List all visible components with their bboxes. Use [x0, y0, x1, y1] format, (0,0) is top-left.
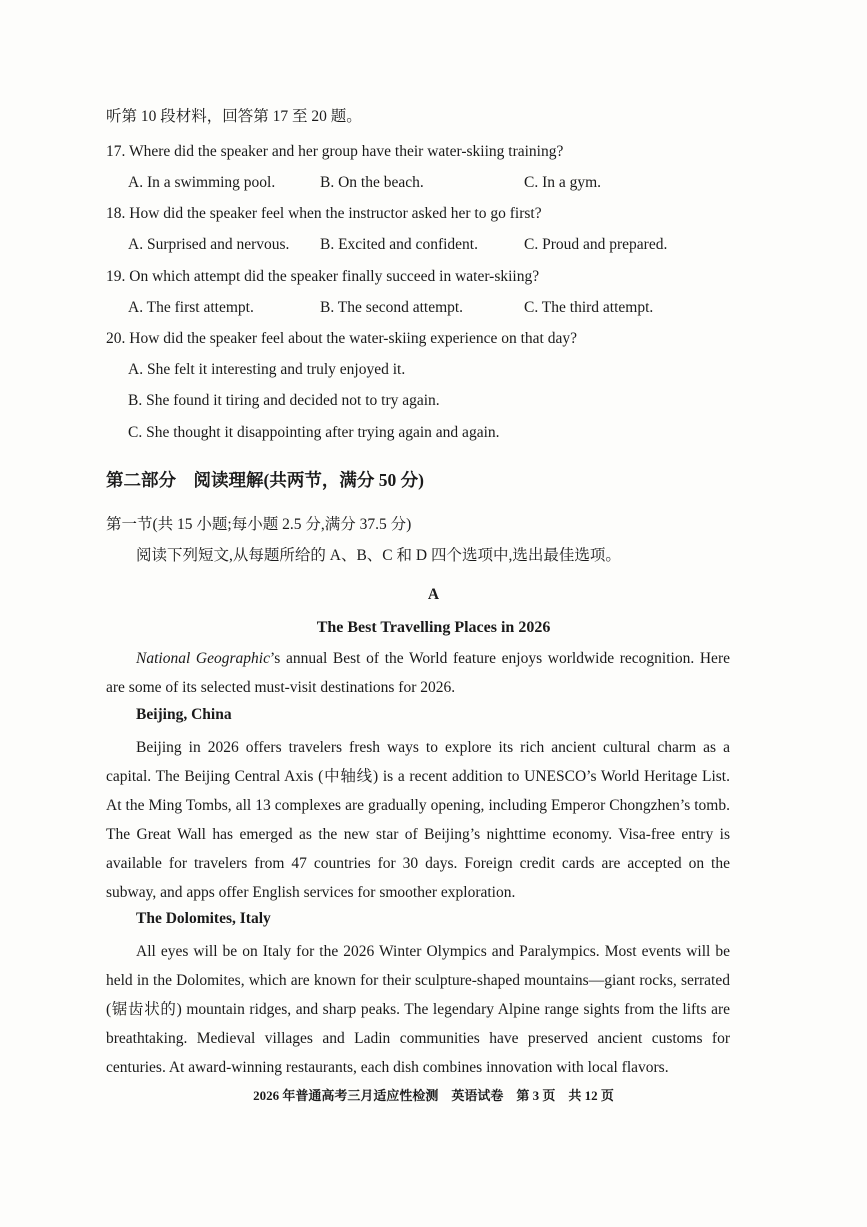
part2-title: 第二部分 阅读理解(共两节，满分 50 分): [106, 470, 424, 490]
section1-title: 第一节(共 15 小题;每小题 2.5 分,满分 37.5 分): [106, 516, 412, 533]
passage-letter: A: [427, 586, 440, 603]
passage-title: The Best Travelling Places in 2026: [316, 619, 551, 636]
question-19-option-b: B. The second attempt.: [320, 299, 464, 316]
question-18-option-a: A. Surprised and nervous.: [128, 236, 290, 253]
beijing-text: Beijing in 2026 offers travelers fresh ways to explore its rich ancient cultural charm as a capital. The Beijing Central Axis (中轴线) is a recent addition to UNESCO’s World Heritage List. At the Ming Tombs, all 13 complexes are gradually opening, including Emperor Chongzhen’s tomb. The Great Wall has emerged as the new star of Beijing’s nighttime economy. Visa-free entry is available for travelers from 47 countries for 30 days. Foreign credit cards are accepted on the subway, and apps offer English services for smoother exploration.: [106, 739, 730, 901]
question-20-option-b: B. She found it tiring and decided not to try again.: [128, 392, 440, 409]
magazine-name: National Geographic: [136, 650, 270, 667]
passage-intro-text: ’s annual Best of the World feature enjoys worldwide recognition. Here are some of its selected must-visit destinations for 2026.: [106, 650, 730, 696]
question-20-option-c: C. She thought it disappointing after trying again and again.: [128, 424, 500, 441]
beijing-paragraph: [106, 733, 730, 907]
question-18-option-c: C. Proud and prepared.: [524, 236, 668, 253]
reading-instruction: 阅读下列短文,从每题所给的 A、B、C 和 D 四个选项中,选出最佳选项。: [136, 547, 621, 564]
dolomites-paragraph: [106, 937, 730, 1082]
question-18-stem: 18. How did the speaker feel when the instructor asked her to go first?: [106, 205, 542, 222]
question-19-option-c: C. The third attempt.: [524, 299, 654, 316]
page-footer: 2026 年普通高考三月适应性检测 英语试卷 第 3 页 共 12 页: [253, 1088, 614, 1103]
question-17-stem: 17. Where did the speaker and her group have their water-skiing training?: [106, 143, 564, 160]
dolomites-heading: The Dolomites, Italy: [136, 910, 271, 927]
question-17-option-c: C. In a gym.: [524, 174, 602, 191]
question-17-option-b: B. On the beach.: [320, 174, 424, 191]
question-20-stem: 20. How did the speaker feel about the water-skiing experience on that day?: [106, 330, 577, 347]
listening-section-intro: 听第 10 段材料，回答第 17 至 20 题。: [106, 108, 362, 125]
question-17-option-a: A. In a swimming pool.: [128, 174, 276, 191]
question-18-option-b: B. Excited and confident.: [320, 236, 478, 253]
dolomites-text: All eyes will be on Italy for the 2026 Winter Olympics and Paralympics. Most events will be held in the Dolomites, which are known for their sculpture-shaped mountains—giant rocks, serrated (锯齿状的) mountain ridges, and sharp peaks. The legendary Alpine range sights from the lifts are breathtaking. Medieval villages and Ladin communities have preserved ancient customs for centuries. At award-winning restaurants, each dish combines innovation with local flavors.: [106, 943, 730, 1076]
beijing-heading: Beijing, China: [136, 706, 232, 723]
question-20-option-a: A. She felt it interesting and truly enjoyed it.: [128, 361, 406, 378]
question-19-stem: 19. On which attempt did the speaker finally succeed in water-skiing?: [106, 268, 540, 285]
question-19-option-a: A. The first attempt.: [128, 299, 254, 316]
passage-intro: [106, 644, 730, 702]
